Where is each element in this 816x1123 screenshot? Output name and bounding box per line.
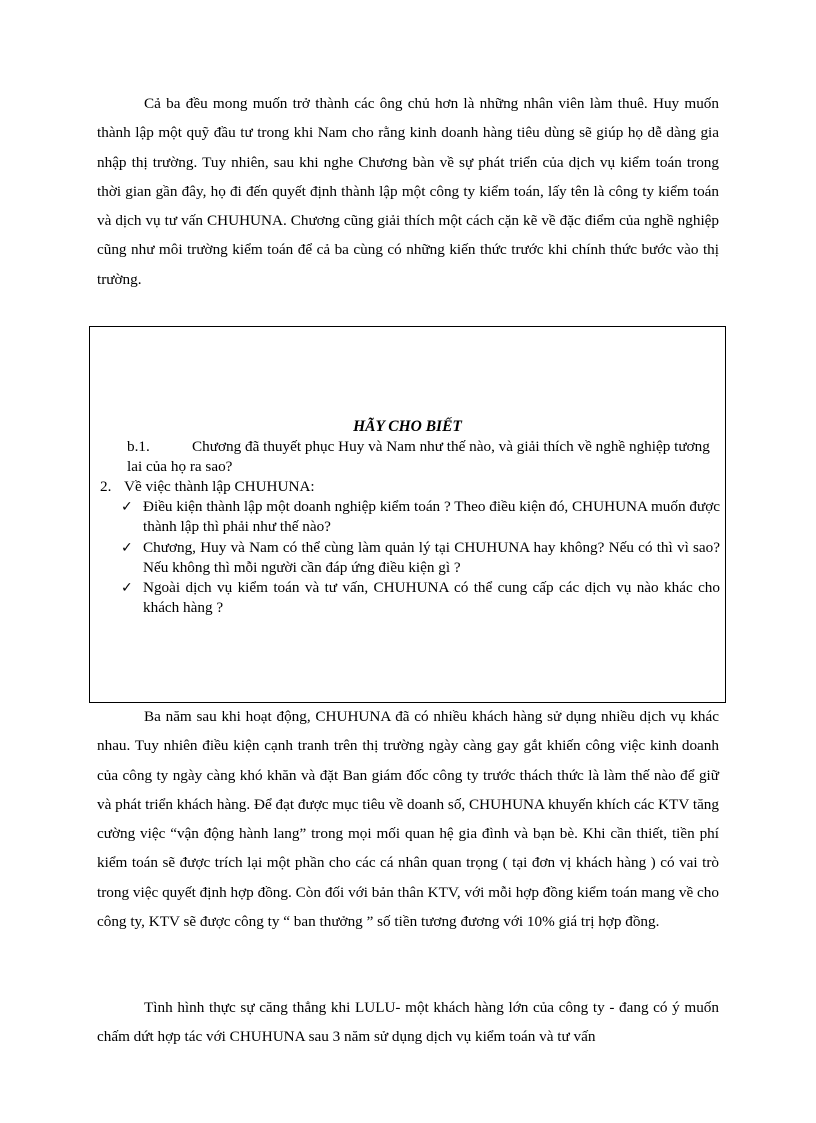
question-2-text: Về việc thành lập CHUHUNA: <box>124 478 315 495</box>
checklist-item <box>121 578 720 618</box>
question-b1-text: Chương đã thuyết phục Huy và Nam như thế nào, và giải thích về nghề nghiệp tương lai của họ ra sao? <box>127 438 710 475</box>
checklist-item <box>121 497 720 537</box>
checklist-item-text: Ngoài dịch vụ kiểm toán và tư vấn, CHUHUNA có thể cung cấp các dịch vụ nào khác cho khách hàng ? <box>143 579 720 616</box>
question-2-number: 2. <box>100 478 112 495</box>
checklist-item <box>121 538 720 578</box>
checkmark-icon: ✓ <box>121 499 133 515</box>
checkmark-icon: ✓ <box>121 540 133 556</box>
paragraph-lulu-situation: Tình hình thực sự căng thẳng khi LULU- một khách hàng lớn của công ty - đang có ý muốn chấm dứt hợp tác với CHUHUNA sau 3 năm sử dụng dịch vụ kiểm toán và tư vấn <box>97 999 719 1046</box>
checklist-item-text: Điều kiện thành lập một doanh nghiệp kiểm toán ? Theo điều kiện đó, CHUHUNA muốn được thành lập thì phải như thế nào? <box>143 498 720 535</box>
question-b1 <box>127 437 720 477</box>
question-2 <box>100 477 700 497</box>
checklist-item-text: Chương, Huy và Nam có thể cùng làm quản lý tại CHUHUNA hay không? Nếu có thì vì sao? Nếu không thì mỗi người cần đáp ứng điều kiện gì ? <box>143 539 720 576</box>
question-box-title: HÃY CHO BIẾT <box>353 418 462 435</box>
question-b1-number: b.1. <box>127 438 150 455</box>
paragraph-three-years-later: Ba năm sau khi hoạt động, CHUHUNA đã có nhiều khách hàng sử dụng nhiều dịch vụ khác nhau. Tuy nhiên điều kiện cạnh tranh trên thị trường ngày càng gay gắt khiến công việc kinh doanh của công ty ngày càng khó khăn và đặt Ban giám đốc công ty trước thách thức là làm thế nào để giữ và phát triển khách hàng. Để đạt được mục tiêu về doanh số, CHUHUNA khuyến khích các KTV tăng cường việc “vận động hành lang” trong mọi mối quan hệ gia đình và bạn bè. Khi cần thiết, tiền phí kiểm toán sẽ được trích lại một phần cho các cá nhân quan trọng ( tại đơn vị khách hàng ) có vai trò trong việc quyết định hợp đồng. Còn đối với bản thân KTV, với mỗi hợp đồng kiểm toán mang về cho công ty, KTV sẽ được công ty “ ban thưởng ” số tiền tương đương với 10% giá trị hợp đồng. <box>97 708 719 931</box>
checkmark-icon: ✓ <box>121 580 133 596</box>
question-box <box>89 326 726 703</box>
paragraph-intro: Cả ba đều mong muốn trở thành các ông chủ hơn là những nhân viên làm thuê. Huy muốn thành lập một quỹ đầu tư trong khi Nam cho rằng kinh doanh hàng tiêu dùng sẽ giúp họ dễ dàng gia nhập thị trường. Tuy nhiên, sau khi nghe Chương bàn về sự phát triển của dịch vụ kiểm toán trong thời gian gần đây, họ đi đến quyết định thành lập một công ty kiểm toán, lấy tên là công ty kiểm toán và dịch vụ tư vấn CHUHUNA. Chương cũng giải thích một cách cặn kẽ về đặc điểm của nghề nghiệp cũng như môi trường kiểm toán để cả ba cùng có những kiến thức trước khi chính thức bước vào thị trường. <box>97 95 719 288</box>
